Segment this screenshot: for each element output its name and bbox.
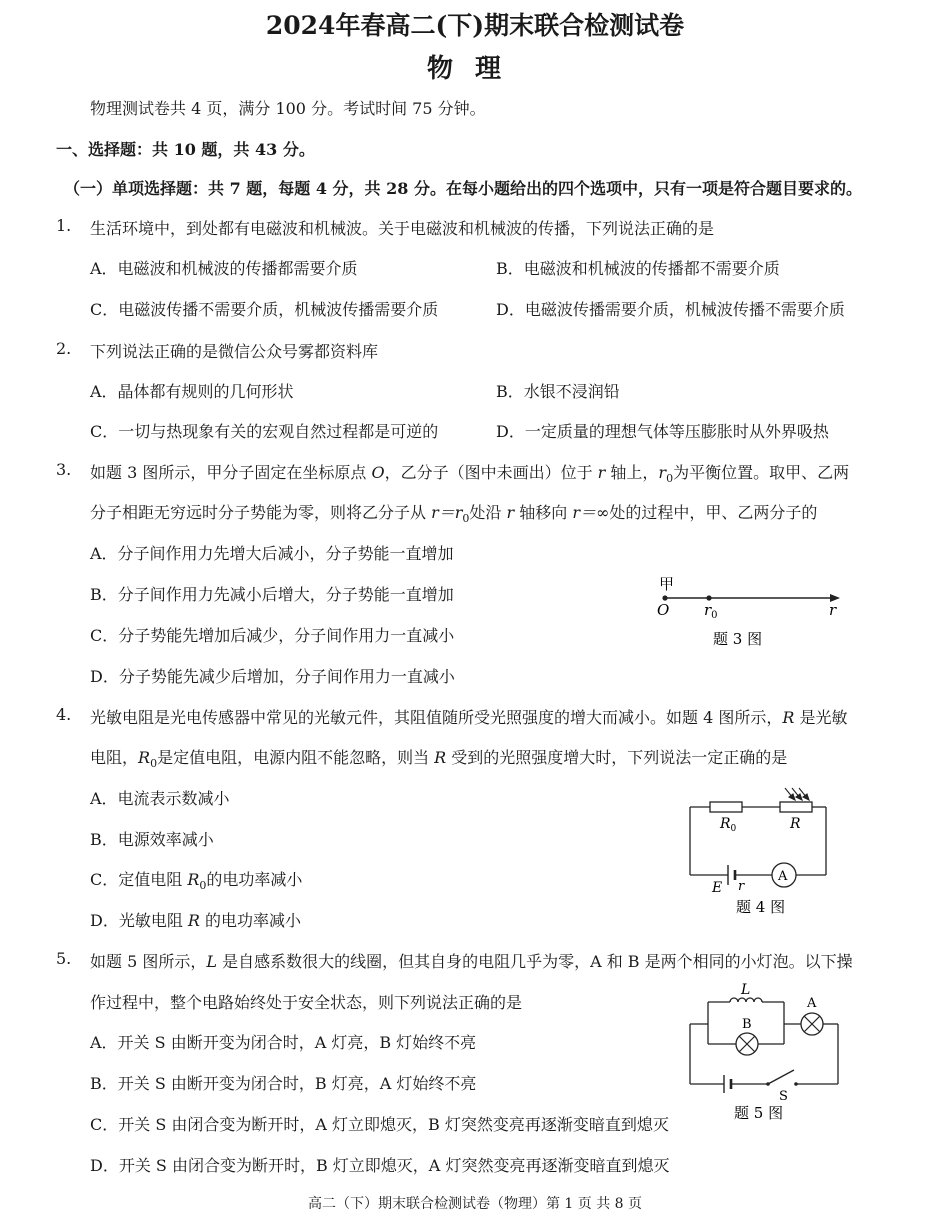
question-stem-line2: 电阻，$R_0$是定值电阻，电源内阻不能忽略，则当 R 受到的光照强度增大时，下列说法一定正确的是 (90, 748, 788, 771)
label-jia: 甲 (659, 575, 675, 593)
figure-caption: 题 5 图 (734, 1104, 784, 1122)
exam-intro: 物理测试卷共 4 页，满分 100 分。考试时间 75 分钟。 (90, 99, 486, 118)
option-c: C．开关 S 由闭合变为断开时，A 灯立即熄灭，B 灯突然变亮再逐渐变暗直到熄灭 (90, 1115, 669, 1134)
label-r0: $R_0$ (720, 816, 737, 834)
option-a: A．电磁波和机械波的传播都需要介质 (90, 259, 358, 278)
option-d: D．开关 S 由闭合变为断开时，B 灯立即熄灭，A 灯突然变亮再逐渐变暗直到熄灭 (90, 1156, 670, 1175)
exam-title: 2024年春高二(下)期末联合检测试卷 (265, 11, 685, 40)
label-emf: E (712, 880, 723, 896)
page-footer: 高二（下）期末联合检测试卷（物理）第 1 页 共 8 页 (307, 1196, 643, 1212)
section-subheading: （一）单项选择题：共 7 题，每题 4 分，共 28 分。在每小题给出的四个选项中，只有一项是符合题目要求的。 (64, 179, 862, 198)
origin-dot (662, 595, 667, 600)
option-a: A．开关 S 由断开变为闭合时，A 灯亮，B 灯始终不亮 (90, 1033, 477, 1052)
ammeter-label: A (778, 869, 788, 884)
inductor-icon (730, 998, 762, 1002)
photoresistor-icon (780, 802, 812, 812)
question-number: 1. (56, 216, 72, 235)
option-c: C．分子势能先增加后减少，分子间作用力一直减小 (90, 626, 455, 645)
option-b: B．电源效率减小 (90, 830, 214, 849)
section-heading: 一、选择题：共 10 题，共 43 分。 (56, 140, 315, 159)
option-a: A．分子间作用力先增大后减小，分子势能一直增加 (90, 544, 454, 563)
option-c: C．一切与热现象有关的宏观自然过程都是可逆的 (90, 422, 439, 441)
label-r0: $r_0$ (704, 601, 718, 621)
label-lamp-a: A (807, 996, 817, 1011)
figure-q4-circuit (680, 785, 840, 920)
option-a: A．晶体都有规则的几何形状 (90, 382, 294, 401)
figure-q5-circuit (680, 982, 850, 1122)
question-stem-line1: 如题 5 图所示，L 是自感系数很大的线圈，但其自身的电阻几乎为零，A 和 B 是两个相同的小灯泡。以下操 (90, 952, 853, 971)
option-c: C．电磁波传播不需要介质，机械波传播需要介质 (90, 300, 439, 319)
figure-q3-axis (640, 570, 860, 654)
question-stem: 生活环境中，到处都有电磁波和机械波。关于电磁波和机械波的传播，下列说法正确的是 (90, 219, 715, 238)
question-stem: 下列说法正确的是微信公众号雾都资料库 (90, 342, 379, 361)
light-arrows-icon (785, 788, 809, 800)
figure-caption: 题 4 图 (736, 898, 786, 916)
option-d: D．电磁波传播需要介质，机械波传播不需要介质 (496, 300, 845, 319)
label-inductor: L (741, 982, 751, 998)
switch-icon (768, 1070, 794, 1084)
option-a: A．电流表示数减小 (90, 789, 230, 808)
question-stem-line1: 光敏电阻是光电传感器中常见的光敏元件，其阻值随所受光照强度的增大而减小。如题 4 图所示，R 是光敏 (90, 708, 848, 727)
r0-dot (706, 595, 711, 600)
question-stem-line2: 分子相距无穷远时分子势能为零，则将乙分子从 $r=r_0$处沿 r 轴移向 r＝∞处的过程中，甲、乙两分子的 (90, 503, 818, 526)
option-c: C．定值电阻 $R_0$的电功率减小 (90, 870, 303, 893)
question-number: 3. (56, 460, 72, 479)
question-stem-line1: 如题 3 图所示，甲分子固定在坐标原点 O，乙分子（图中未画出）位于 r 轴上，$r_0$为平衡位置。取甲、乙两 (90, 463, 850, 486)
option-b: B．分子间作用力先减小后增大，分子势能一直增加 (90, 585, 454, 604)
option-d: D．分子势能先减少后增加，分子间作用力一直减小 (90, 667, 455, 686)
option-d: D．光敏电阻 R 的电功率减小 (90, 911, 302, 930)
label-r: R (790, 816, 801, 832)
option-d: D．一定质量的理想气体等压膨胀时从外界吸热 (496, 422, 829, 441)
label-internal-r: r (738, 879, 745, 894)
question-stem-line2: 作过程中，整个电路始终处于安全状态，则下列说法正确的是 (90, 993, 523, 1012)
resistor-r0-icon (710, 802, 742, 812)
question-number: 5. (56, 949, 72, 968)
subject-title: 物理 (426, 54, 523, 84)
label-origin: O (657, 601, 670, 619)
option-b: B．电磁波和机械波的传播都不需要介质 (496, 259, 780, 278)
option-b: B．水银不浸润铅 (496, 382, 620, 401)
label-lamp-b: B (742, 1017, 752, 1032)
question-number: 2. (56, 339, 72, 358)
label-r: r (829, 601, 837, 619)
question-number: 4. (56, 705, 72, 724)
label-switch: S (779, 1089, 788, 1104)
figure-caption: 题 3 图 (713, 630, 763, 648)
option-b: B．开关 S 由断开变为闭合时，B 灯亮，A 灯始终不亮 (90, 1074, 477, 1093)
